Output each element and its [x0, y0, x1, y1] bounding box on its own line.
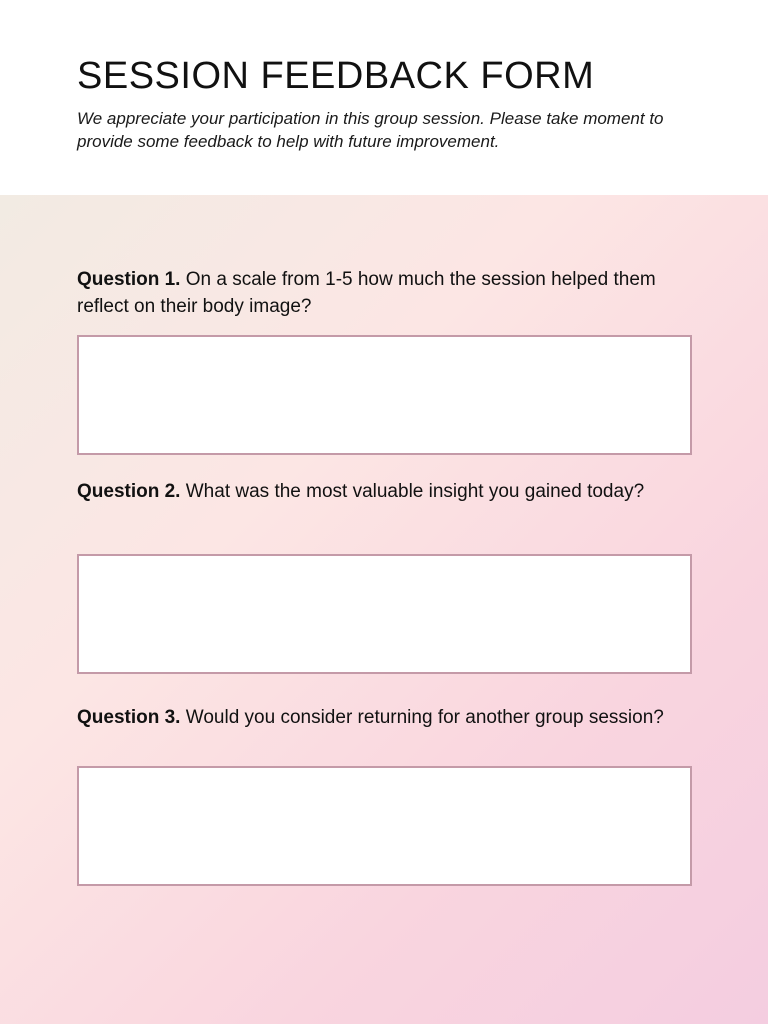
answer-box-1[interactable] — [77, 335, 692, 455]
answer-box-3[interactable] — [77, 766, 692, 886]
question-2-text: What was the most valuable insight you gained today? — [180, 481, 645, 502]
form-subtitle: We appreciate your participation in this group session. Please take moment to provide some feedback to help with future improvement. — [77, 109, 664, 151]
question-1 — [77, 266, 692, 320]
form-header — [0, 0, 768, 195]
question-1-text: On a scale from 1-5 how much the session helped them reflect on their body image? — [77, 269, 656, 317]
question-3 — [77, 704, 692, 731]
question-3-label: Question 3. — [77, 707, 181, 728]
form-title: SESSION FEEDBACK FORM — [77, 55, 595, 97]
question-3-text: Would you consider returning for another group session? — [180, 707, 664, 728]
question-2 — [77, 478, 692, 505]
question-2-label: Question 2. — [77, 481, 181, 502]
question-1-label: Question 1. — [77, 269, 181, 290]
answer-box-2[interactable] — [77, 554, 692, 674]
